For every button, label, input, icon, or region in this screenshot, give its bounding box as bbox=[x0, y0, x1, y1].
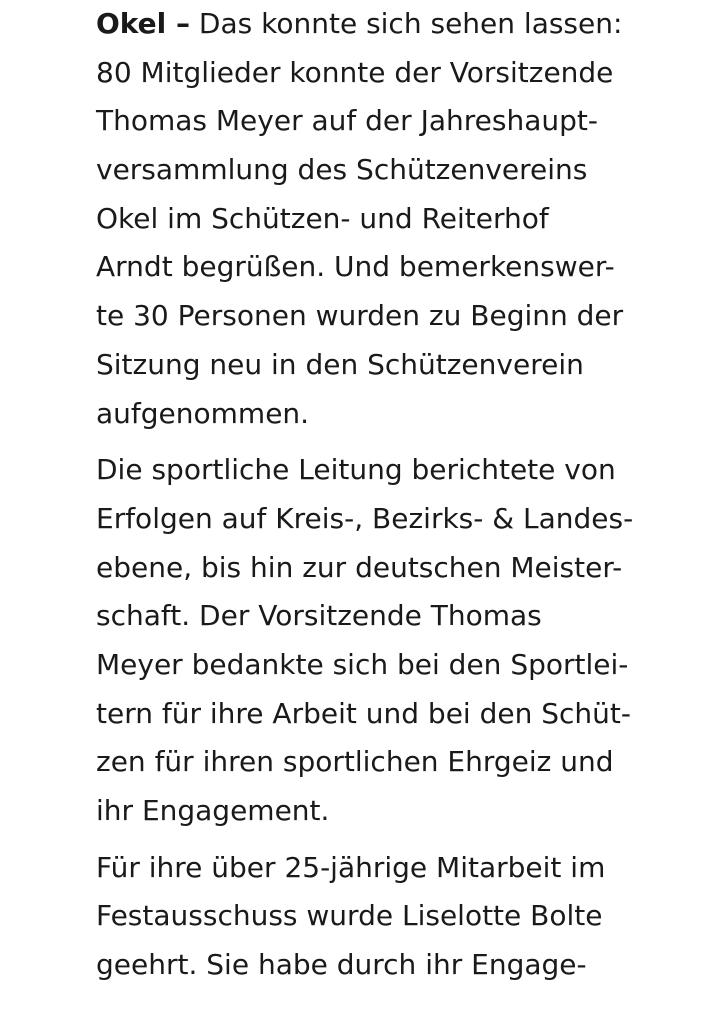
article-body bbox=[96, 0, 656, 990]
text-line: Thomas Meyer auf der Jahreshaupt- bbox=[96, 104, 598, 138]
text-line: Festausschuss wurde Liselotte Bolte bbox=[96, 899, 603, 933]
text-line-content: Das konnte sich sehen lassen: bbox=[190, 7, 623, 40]
text-line: Erfolgen auf Kreis-, Bezirks- & Landes- bbox=[96, 501, 634, 535]
text-line: geehrt. Sie habe durch ihr Engage- bbox=[96, 948, 587, 982]
dateline: Okel – bbox=[96, 7, 191, 40]
text-line: te 30 Personen wurden zu Beginn der bbox=[96, 299, 624, 333]
paragraph-1 bbox=[96, 0, 656, 438]
paragraph-2 bbox=[96, 446, 656, 836]
text-line: zen für ihren sportlichen Ehrgeiz und bbox=[96, 745, 614, 779]
text-line bbox=[96, 0, 656, 49]
text-line: 80 Mitglieder konnte der Vorsitzende bbox=[96, 55, 614, 89]
text-line: tern für ihre Arbeit und bei den Schüt- bbox=[96, 696, 631, 730]
text-line: Für ihre über 25-jährige Mitarbeit im bbox=[96, 850, 606, 884]
text-line: Arndt begrüßen. Und bemerkenswer- bbox=[96, 250, 615, 284]
text-line: Die sportliche Leitung berichtete von bbox=[96, 453, 616, 487]
text-line: Okel im Schützen- und Reiterhof bbox=[96, 201, 549, 235]
text-line: versammlung des Schützenvereins bbox=[96, 153, 588, 187]
text-line: Meyer bedankte sich bei den Sportlei- bbox=[96, 647, 629, 681]
text-line: ebene, bis hin zur deutschen Meister- bbox=[96, 550, 623, 584]
text-line: Sitzung neu in den Schützenverein bbox=[96, 347, 584, 381]
paragraph-3 bbox=[96, 844, 656, 990]
text-line: ihr Engagement. bbox=[96, 794, 330, 827]
text-line: aufgenommen. bbox=[96, 396, 310, 430]
text-line: schaft. Der Vorsitzende Thomas bbox=[96, 599, 542, 633]
